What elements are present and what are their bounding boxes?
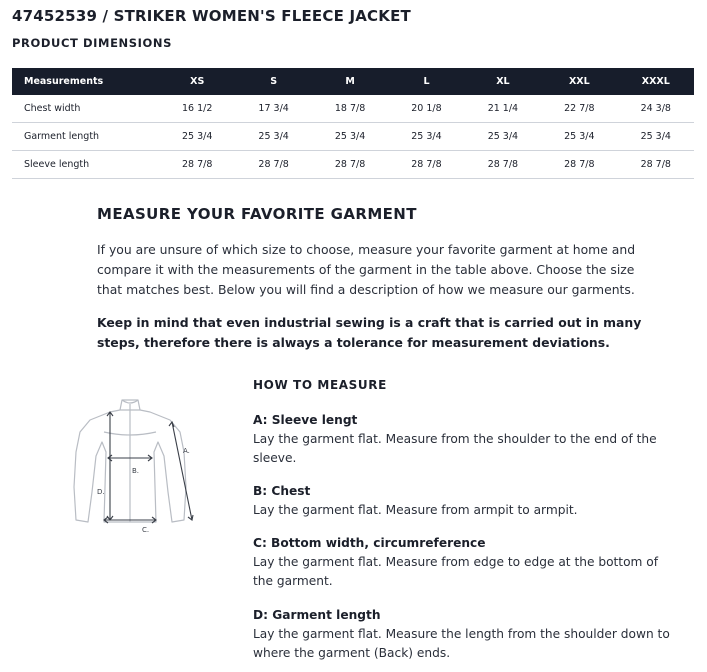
header-size-m: M [345,76,355,87]
step-description: Lay the garment flat. Measure from the shoulder to the end of the sleeve. [253,432,657,465]
step-description: Lay the garment flat. Measure from armpit to armpit. [253,503,578,517]
header-size-l: L [423,76,430,87]
table-cell: 28 7/8 [465,151,541,179]
step-description: Lay the garment flat. Measure the length from the shoulder down to where the garment (Back) ends. [253,627,670,660]
step-title: C: Bottom width, circumreference [253,536,486,550]
row-label: Garment length [12,123,159,151]
size-table [12,68,694,179]
dimensions-heading: PRODUCT DIMENSIONS [12,36,173,50]
jacket-diagram [60,392,230,542]
size-table-header [12,68,694,95]
header-measurements: Measurements [24,76,104,87]
table-row-chest-width [12,95,694,123]
table-cell: 28 7/8 [159,151,235,179]
header-size-xs: XS [190,76,205,87]
step-title: A: Sleeve lengt [253,413,358,427]
step-garment-length [253,606,673,663]
table-cell: 25 3/4 [388,123,464,151]
table-cell: 28 7/8 [541,151,617,179]
row-label: Chest width [12,95,159,123]
header-size-s: S [270,76,278,87]
product-title: 47452539 / STRIKER WOMEN'S FLEECE JACKET [12,7,411,25]
table-cell: 25 3/4 [541,123,617,151]
step-title: B: Chest [253,484,311,498]
table-cell: 28 7/8 [312,151,388,179]
table-row-garment-length [12,123,694,151]
measure-heading: MEASURE YOUR FAVORITE GARMENT [97,205,417,223]
label-b: B. [132,467,140,475]
table-cell: 22 7/8 [541,95,617,123]
row-label: Sleeve length [12,151,159,179]
table-row-sleeve-length [12,151,694,179]
step-title: D: Garment length [253,608,381,622]
step-sleeve-length [253,411,673,468]
table-cell: 28 7/8 [388,151,464,179]
table-cell: 25 3/4 [465,123,541,151]
label-d: D. [97,488,105,496]
table-cell: 25 3/4 [618,123,694,151]
table-cell: 17 3/4 [235,95,311,123]
table-cell: 20 1/8 [388,95,464,123]
table-cell: 16 1/2 [159,95,235,123]
header-size-xxl: XXL [568,76,590,87]
header-size-xl: XL [496,76,510,87]
table-cell: 25 3/4 [159,123,235,151]
table-cell: 24 3/8 [618,95,694,123]
how-to-measure-title: HOW TO MEASURE [253,378,387,392]
table-cell: 25 3/4 [312,123,388,151]
measure-intro: If you are unsure of which size to choose, measure your favorite garment at home and compare it with the measurements of the garment in the table above. Choose the size that matches best. Below you will find a description of how we measure our garments. [97,242,636,297]
table-cell: 28 7/8 [235,151,311,179]
label-a: A. [183,447,190,455]
table-cell: 28 7/8 [618,151,694,179]
header-size-xxxl: XXXL [641,76,670,87]
measure-note: Keep in mind that even industrial sewing is a craft that is carried out in many steps, therefore there is always a tolerance for measurement deviations. [97,315,642,350]
label-c: C. [142,526,150,534]
step-bottom-width [253,534,673,591]
table-cell: 18 7/8 [312,95,388,123]
step-chest [253,482,673,520]
step-description: Lay the garment flat. Measure from edge to edge at the bottom of the garment. [253,555,659,588]
table-cell: 21 1/4 [465,95,541,123]
table-cell: 25 3/4 [235,123,311,151]
